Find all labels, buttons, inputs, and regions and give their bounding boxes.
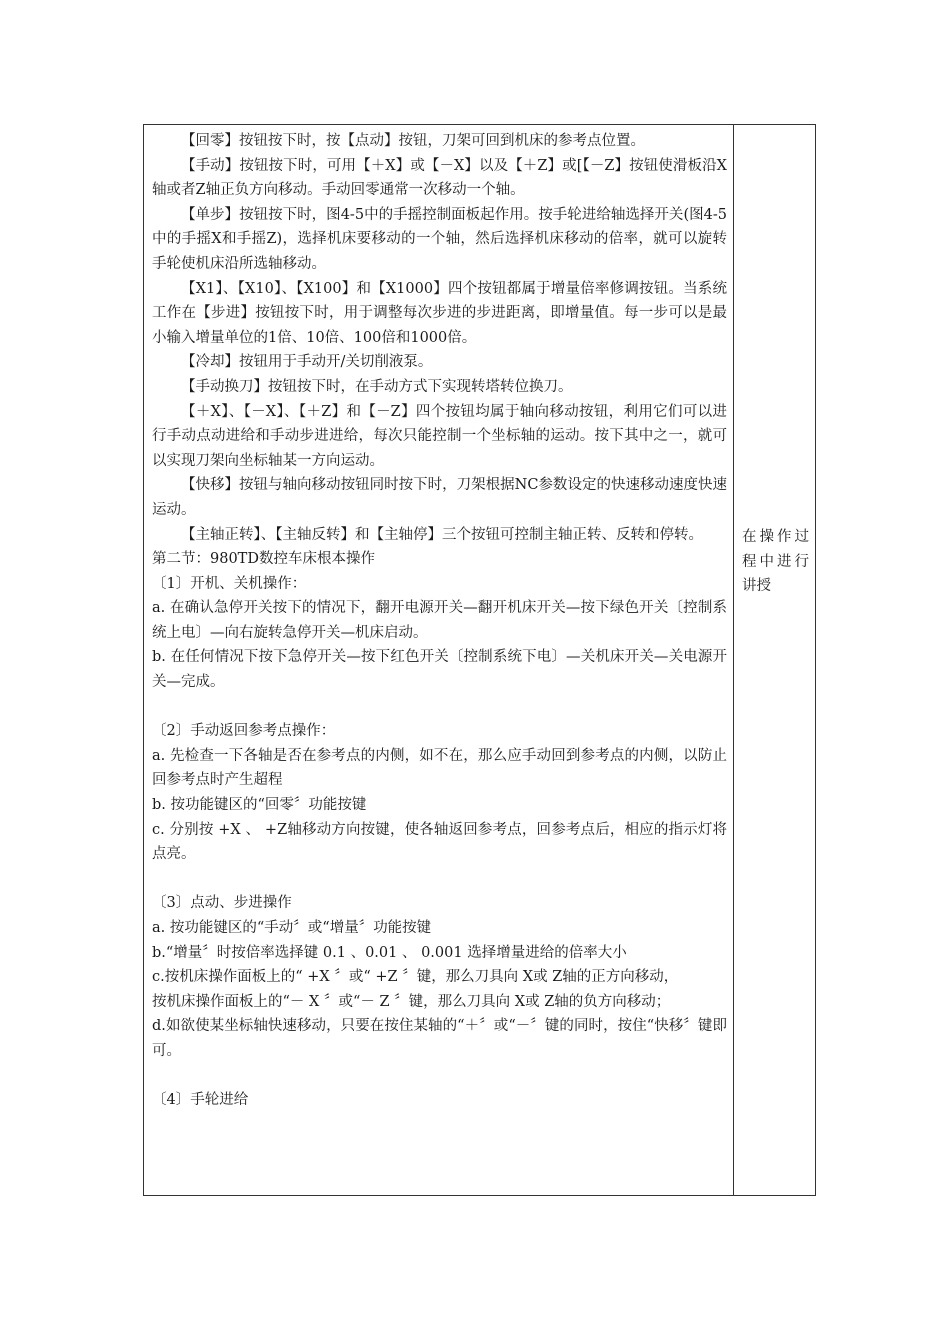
list-item: b.“增量〞时按倍率选择键 0.1 、0.01 、 0.001 选择增量进给的倍率大小 [152, 944, 627, 961]
list-item: d.如欲使某坐标轴快速移动，只要在按住某轴的“＋〞或“－〞键的同时，按住“快移〞键即可。 [152, 1018, 727, 1059]
list-item: a. 先检查一下各轴是否在参考点的内侧，如不在，那么应手动回到参考点的内侧，以防止回参考点时产生超程 [152, 747, 727, 789]
list-item: b. 按功能键区的“回零〞功能按键 [152, 797, 367, 814]
paragraph: 【主轴正转】、【主轴反转】和【主轴停】三个按钮可控制主轴正转、反转和停转。 [181, 526, 703, 543]
paragraph: 【手动换刀】按钮按下时，在手动方式下实现转塔转位换刀。 [181, 378, 573, 395]
list-item: 按机床操作面板上的“－ X 〞或“－ Z 〞键，那么刀具向 X或 Z轴的负方向移动； [152, 993, 671, 1010]
paragraph: 【快移】按钮与轴向移动按钮同时按下时，刀架根据NC参数设定的快速移动速度快速运动。 [152, 477, 727, 518]
paragraph: 【冷却】按钮用于手动开/关切削液泵。 [181, 354, 433, 371]
subsection-title: 〔4〕手轮进给 [152, 1092, 249, 1109]
paragraph: 【＋X】、【－X】、【＋Z】和【－Z】四个按钮均属于轴向移动按钮，利用它们可以进行手动点动进给和手动步进进给，每次只能控制一个坐标轴的运动。按下其中之一，就可以实现刀架向坐标轴某一方向运动。 [152, 403, 727, 469]
content-table [143, 124, 816, 1196]
list-item: a. 在确认急停开关按下的情况下，翻开电源开关—翻开机床开关—按下绿色开关〔控制系统上电〕—向右旋转急停开关—机床启动。 [152, 600, 727, 641]
side-note: 在操作过程中进行讲授 [742, 529, 809, 595]
subsection-title: 〔3〕点动、步进操作 [152, 895, 292, 912]
list-item: c. 分别按 +X 、 +Z轴移动方向按键，使各轴返回参考点，回参考点后，相应的指示灯将点亮。 [152, 821, 727, 863]
subsection-title: 〔2〕手动返回参考点操作： [152, 723, 336, 740]
list-item: a. 按功能键区的“手动〞或“增量〞功能按键 [152, 920, 432, 936]
subsection-title: 〔1〕开机、关机操作： [152, 575, 307, 592]
paragraph: 【单步】按钮按下时，图4-5中的手摇控制面板起作用。按手轮进给轴选择开关(图4-5中的手摇X和手摇Z)，选择机床要移动的一个轴，然后选择机床移动的倍率，就可以旋转手轮使机床沿所选轴移动。 [152, 206, 727, 272]
paragraph: 【手动】按钮按下时，可用【＋X】或【－X】以及【＋Z】或[【－Z】按钮使滑板沿X轴或者Z轴正负方向移动。手动回零通常一次移动一个轴。 [152, 157, 727, 199]
spacer [152, 867, 727, 892]
section-title: 第二节：980TD数控车床根本操作 [152, 551, 375, 568]
spacer [152, 1064, 727, 1089]
paragraph: 【X1】、【X10】、【X100】和【X1000】四个按钮都属于增量倍率修调按钮。当系统工作在【步进】按钮按下时，用于调整每次步进的步进距离，即增量值。每一步可以是最小输入增量单位的1倍、10倍、100倍和1000倍。 [152, 280, 727, 346]
side-note-cell [734, 125, 815, 1195]
paragraph: 【回零】按钮按下时，按【点动】按钮，刀架可回到机床的参考点位置。 [181, 133, 645, 149]
spacer [152, 695, 727, 720]
main-content-cell [144, 125, 734, 1195]
list-item: c.按机床操作面板上的“ +X 〞或“ +Z 〞键，那么刀具向 X或 Z轴的正方向移动， [152, 969, 679, 986]
list-item: b. 在任何情况下按下急停开关—按下红色开关〔控制系统下电〕—关机床开关—关电源开关—完成。 [152, 649, 727, 691]
